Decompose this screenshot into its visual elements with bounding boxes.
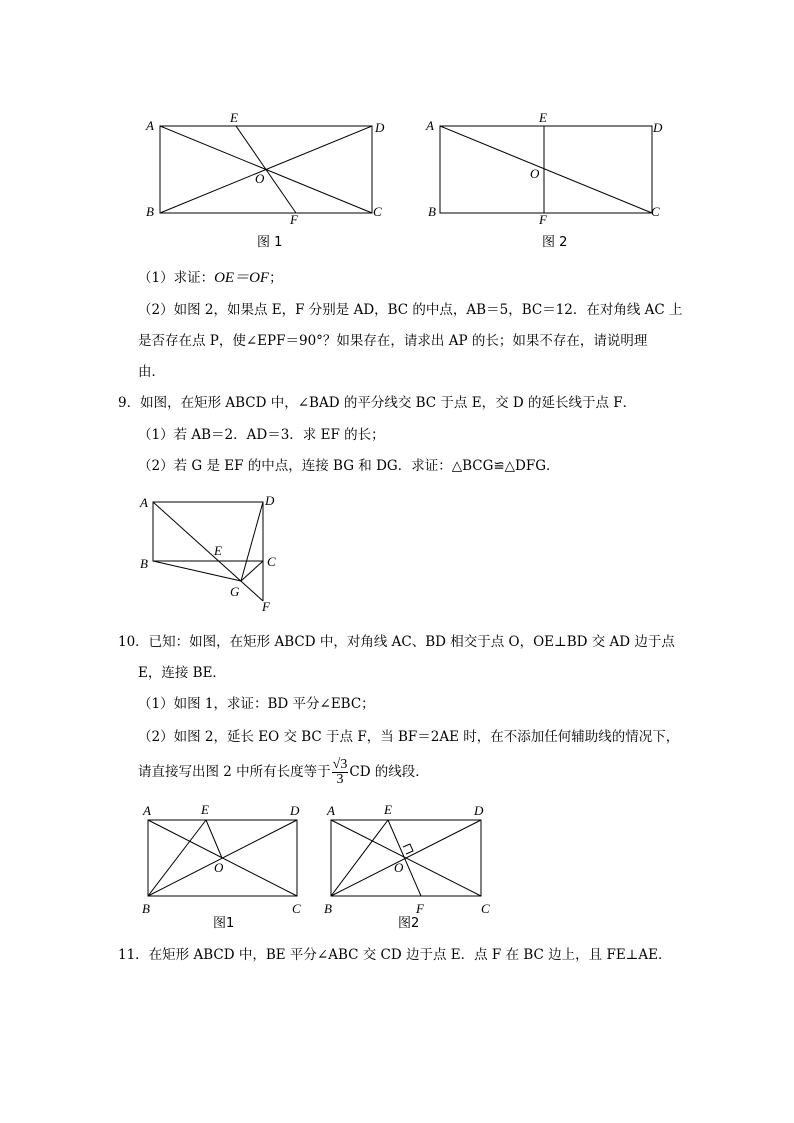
- label-d: D: [290, 803, 300, 818]
- q10-stem-line2: E，连接 BE．: [138, 665, 226, 681]
- label-e: E: [201, 802, 209, 817]
- right-angle-mark: [403, 844, 413, 854]
- label-o: O: [255, 171, 265, 186]
- figure-2: [420, 108, 680, 258]
- figure-caption: 图 2: [542, 235, 568, 250]
- label-e: E: [214, 543, 222, 558]
- q10-part1: （1）如图 1，求证：BD 平分∠EBC；: [138, 696, 375, 712]
- segment-bg: [153, 561, 241, 581]
- label-f: F: [416, 901, 424, 916]
- label-e: E: [384, 802, 392, 817]
- label-d: D: [375, 120, 385, 135]
- label-a: A: [327, 803, 335, 818]
- label-e: E: [230, 110, 238, 125]
- diagonal-ac: [440, 126, 652, 213]
- label-d: D: [653, 120, 663, 135]
- label-b: B: [324, 901, 332, 916]
- label-f: F: [290, 212, 298, 227]
- label-d: D: [265, 493, 275, 508]
- label-f: F: [539, 212, 547, 227]
- label-a: A: [143, 803, 151, 818]
- label-b: B: [428, 204, 436, 219]
- figure-q10-2: [322, 800, 502, 935]
- label-c: C: [651, 204, 660, 219]
- label-a: A: [426, 118, 434, 133]
- fraction-denominator: 3: [336, 772, 344, 787]
- label-b: B: [142, 901, 150, 916]
- q8-part1-math: OE＝OF: [214, 270, 270, 286]
- q9-part1: （1）若 AB＝2．AD＝3．求 EF 的长；: [138, 427, 385, 443]
- figure-caption: 图 1: [257, 235, 283, 250]
- segment-eo: [206, 820, 222, 858]
- segment-af: [153, 502, 263, 601]
- figure-caption: 图2: [398, 916, 420, 931]
- figure-q10-1: [140, 800, 310, 935]
- fraction-sqrt3-over-3: [332, 758, 349, 787]
- label-c: C: [292, 901, 301, 916]
- figure-1: [140, 108, 400, 258]
- q8-part1: [138, 268, 283, 288]
- q8-part1-prefix: （1）求证：: [138, 270, 215, 286]
- label-c: C: [267, 554, 276, 569]
- segment-be: [331, 820, 388, 896]
- label-e: E: [539, 110, 547, 125]
- label-d: D: [474, 803, 484, 818]
- q11-stem: 11．在矩形 ABCD 中，BE 平分∠ABC 交 CD 边于点 E．点 F 在 BC 边上，且 FE⊥AE．: [118, 947, 672, 963]
- q8-part2-line2: 是否存在点 P，使∠EPF＝90°？如果存在，请求出 AP 的长；如果不存在，请说明理: [138, 333, 648, 349]
- label-c: C: [373, 204, 382, 219]
- q9-stem: 9．如图，在矩形 ABCD 中，∠BAD 的平分线交 BC 于点 E，交 D 的延长线于点 F．: [118, 395, 637, 411]
- segment-be: [148, 820, 206, 896]
- segment-ef: [236, 126, 296, 213]
- label-o: O: [214, 860, 224, 875]
- label-o: O: [394, 860, 404, 875]
- label-a: A: [140, 495, 148, 510]
- label-g: G: [230, 584, 240, 599]
- label-b: B: [140, 556, 148, 571]
- q10-part2-suffix: CD 的线段．: [349, 764, 429, 780]
- q9-part2: （2）若 G 是 EF 的中点，连接 BG 和 DG．求证：△BCG≌△DFG．: [138, 458, 560, 474]
- q10-part2-line2: [138, 757, 429, 787]
- segment-ef: [388, 820, 421, 896]
- fraction-numerator: √3: [332, 757, 348, 772]
- figure-caption: 图1: [213, 916, 235, 931]
- q10-part2-prefix: 请直接写出图 2 中所有长度等于: [138, 764, 331, 780]
- segment-dg: [241, 502, 263, 581]
- q10-stem-line1: 10．已知：如图，在矩形 ABCD 中，对角线 AC、BD 相交于点 O，OE⊥BD 交 AD 边于点: [118, 634, 675, 650]
- label-o: O: [530, 166, 540, 181]
- label-c: C: [481, 901, 490, 916]
- label-b: B: [146, 204, 154, 219]
- figure-q9: [138, 490, 288, 620]
- q10-part2-line1: （2）如图 2，延长 EO 交 BC 于点 F，当 BF＝2AE 时，在不添加任何辅助线的情况下，: [138, 729, 680, 745]
- q8-part2-line1: （2）如图 2，如果点 E，F 分别是 AD，BC 的中点，AB＝5，BC＝12．在对角线 AC 上: [138, 302, 683, 318]
- q8-part1-suffix: ；: [269, 270, 283, 286]
- label-f: F: [262, 599, 270, 614]
- label-a: A: [146, 118, 154, 133]
- q8-part2-line3: 由．: [138, 364, 165, 380]
